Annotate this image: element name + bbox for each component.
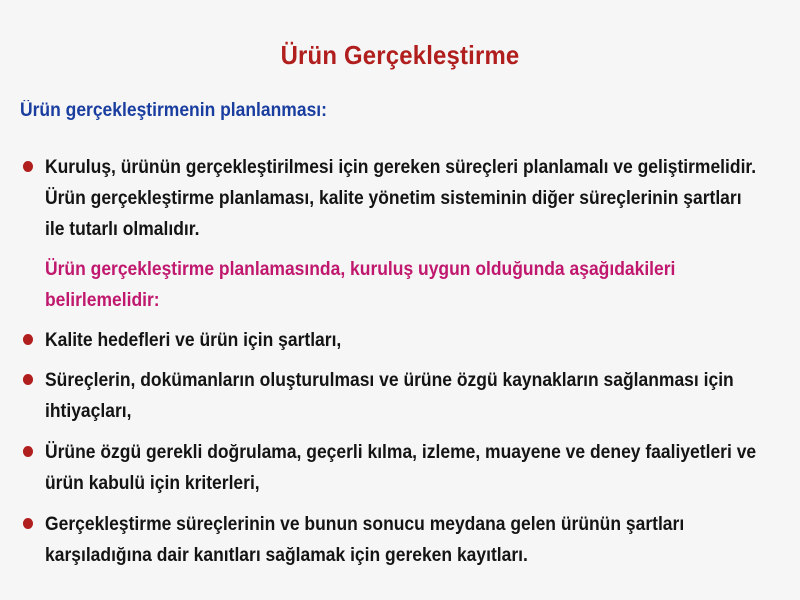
bullet-line: Kuruluş, ürünün gerçekleştirilmesi için gereken süreçleri planlamalı ve geliştirmelidir. [45, 157, 757, 178]
highlight-paragraph [22, 254, 776, 316]
highlight-line: Ürün gerçekleştirme planlamasında, kuruluş uygun olduğunda aşağıdakileri [45, 259, 676, 280]
bullet-line: Kalite hedefleri ve ürün için şartları, [45, 330, 342, 351]
bullet-line: ile tutarlı olmalıdır. [45, 219, 200, 240]
bullet-icon [23, 334, 33, 345]
bullet-line: Ürüne özgü gerekli doğrulama, geçerli kılma, izleme, muayene ve deney faaliyetleri ve [45, 442, 757, 463]
highlight-line: belirlemelidir: [45, 290, 160, 311]
bullet-line: ürün kabulü için kriterleri, [45, 473, 260, 494]
bullet-item [22, 325, 776, 356]
bullet-line: Ürün gerçekleştirme planlaması, kalite yönetim sisteminin diğer süreçlerinin şartları [45, 188, 742, 209]
bullet-item [22, 437, 776, 499]
bullet-item [22, 365, 776, 427]
bullet-line: Gerçekleştirme süreçlerinin ve bunun sonucu meydana gelen ürünün şartları [45, 514, 685, 535]
bullet-item [22, 152, 776, 245]
bullet-icon [23, 161, 33, 172]
bullet-icon [23, 446, 33, 457]
bullet-icon [23, 374, 33, 385]
bullet-line: karşıladığına dair kanıtları sağlamak için gereken kayıtları. [45, 545, 528, 566]
bullet-line: Süreçlerin, dokümanların oluşturulması ve ürüne özgü kaynakların sağlanması için [45, 370, 734, 391]
bullet-icon [23, 518, 33, 529]
bullet-item [22, 509, 776, 571]
bullet-line: ihtiyaçları, [45, 401, 132, 422]
slide-title: Ürün Gerçekleştirme [280, 40, 520, 70]
section-subtitle: Ürün gerçekleştirmenin planlanması: [20, 100, 327, 121]
slide-content [22, 152, 776, 571]
